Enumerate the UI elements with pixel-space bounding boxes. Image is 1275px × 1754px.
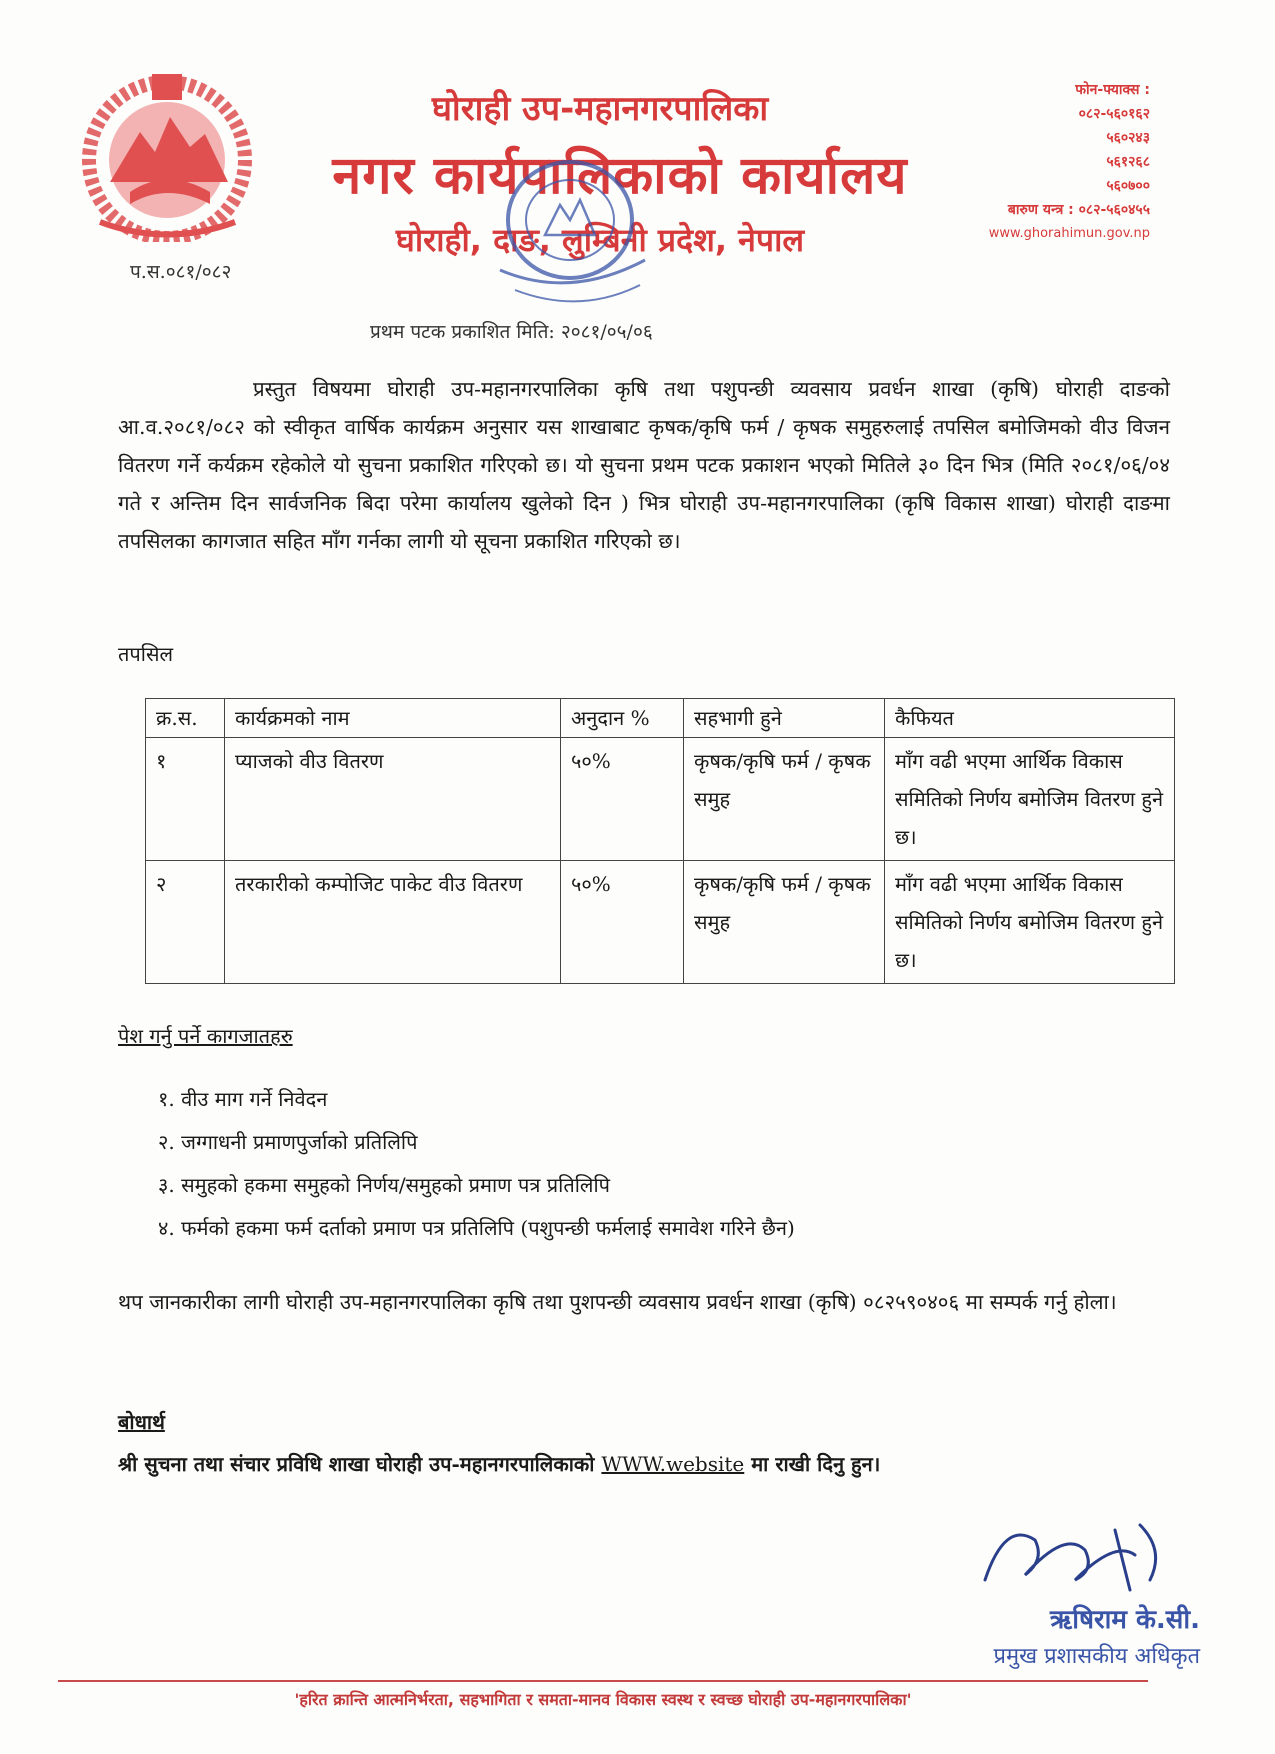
- cc-prefix: श्री सुचना तथा संचार प्रविधि शाखा घोराही उप-महानगरपालिकाको: [118, 1452, 595, 1476]
- documents-list: [158, 1078, 795, 1250]
- fire-phone: बारुण यन्त्र : ०८२-५६०४५५: [1007, 202, 1150, 218]
- contact-paragraph: थप जानकारीका लागी घोराही उप-महानगरपालिका कृषि तथा पुशपन्छी व्यवसाय प्रवर्धन शाखा (कृषि) ०८२५९०४०६ मा सम्पर्क गर्नु होला।: [118, 1290, 1117, 1314]
- reference-number: प.स.०८१/०८२: [130, 261, 232, 283]
- contact-label: फोन-फ्याक्स :: [1075, 82, 1150, 98]
- table-row: [146, 738, 1175, 861]
- cc-website-link[interactable]: WWW.website: [601, 1452, 745, 1476]
- cell-grant: ५०%: [561, 861, 684, 984]
- header-grant: अनुदान %: [561, 699, 684, 738]
- publish-date: प्रथम पटक प्रकाशित मिति: २०८१/०५/०६: [370, 321, 653, 343]
- list-item: ४. फर्मको हकमा फर्म दर्ताको प्रमाण पत्र प्रतिलिपि (पशुपन्छी फर्मलाई समावेश गरिने छैन): [158, 1216, 795, 1240]
- signer-title: प्रमुख प्रशासकीय अधिकृत: [993, 1644, 1200, 1669]
- phone-2: ५६०२४३: [1106, 130, 1150, 146]
- list-item: १. वीउ माग गर्ने निवेदन: [158, 1087, 328, 1111]
- nepal-emblem-icon: [70, 72, 265, 242]
- signer-name: ऋषिराम के.सी.: [1050, 1605, 1200, 1635]
- cell-participant: कृषक/कृषि फर्म / कृषक समुह: [684, 738, 885, 861]
- cc-text: [118, 1450, 880, 1477]
- cell-grant: ५०%: [561, 738, 684, 861]
- programme-table: [145, 698, 1175, 984]
- official-seal-stamp: [470, 150, 670, 320]
- list-item: ३. समुहको हकमा समुहको निर्णय/समुहको प्रमाण पत्र प्रतिलिपि: [158, 1173, 610, 1197]
- phone-4: ५६०७००: [1106, 178, 1150, 194]
- cc-heading: बोधार्थ: [118, 1410, 165, 1434]
- header-remark: कैफियत: [885, 699, 1175, 738]
- footer-slogan: 'हरित क्रान्ति आत्मनिर्भरता, सहभागिता र समता-मानव विकास स्वस्थ र स्वच्छ घोराही उप-महानगरपालिका': [294, 1690, 912, 1709]
- phone-3: ५६१२६८: [1106, 154, 1150, 170]
- cell-participant: कृषक/कृषि फर्म / कृषक समुह: [684, 861, 885, 984]
- office-address: घोराही, दाङ, लुम्बिनी प्रदेश, नेपाल: [395, 221, 805, 259]
- office-title: नगर कार्यपालिकाको कार्यालय: [332, 146, 908, 206]
- footer-divider: [58, 1680, 1148, 1682]
- header-name: कार्यक्रमको नाम: [225, 699, 561, 738]
- table-header-row: [146, 699, 1175, 738]
- cell-remark: माँग वढी भएमा आर्थिक विकास समितिको निर्णय बमोजिम वितरण हुने छ।: [885, 738, 1175, 861]
- header-sn: क्र.स.: [146, 699, 225, 738]
- cc-suffix: मा राखी दिनु हुन।: [751, 1452, 881, 1476]
- cell-name: तरकारीको कम्पोजिट पाकेट वीउ वितरण: [225, 861, 561, 984]
- phone-1: ०८२-५६०१६२: [1078, 106, 1150, 122]
- cell-name: प्याजको वीउ वितरण: [225, 738, 561, 861]
- tapsil-label: तपसिल: [118, 642, 174, 666]
- table-row: [146, 861, 1175, 984]
- cell-remark: माँग वढी भएमा आर्थिक विकास समितिको निर्णय बमोजिम वितरण हुने छ।: [885, 861, 1175, 984]
- cell-sn: १: [146, 738, 225, 861]
- contact-block: [980, 78, 1150, 246]
- handwritten-signature: [965, 1500, 1185, 1610]
- header-participant: सहभागी हुने: [684, 699, 885, 738]
- documents-heading: पेश गर्नु पर्ने कागजातहरु: [118, 1024, 293, 1048]
- office-name: घोराही उप-महानगरपालिका: [431, 89, 769, 129]
- website-link[interactable]: www.ghorahimun.gov.np: [988, 226, 1150, 241]
- body-paragraph: प्रस्तुत विषयमा घोराही उप-महानगरपालिका कृषि तथा पशुपन्छी व्यवसाय प्रवर्धन शाखा (कृषि) घोराही दाङको आ.व.२०८१/०८२ को स्वीकृत वार्षिक कार्यक्रम अनुसार यस शाखाबाट कृषक/कृषि फर्म / कृषक समुहरुलाई तपसिल बमोजिमको वीउ विजन वितरण गर्ने कर्यक्रम रहेकोले यो सुचना प्रकाशित गरिएको छ। यो सुचना प्रथम पटक प्रकाशन भएको मितिले ३० दिन भित्र (मिति २०८१/०६/०४ गते र अन्तिम दिन सार्वजनिक बिदा परेमा कार्यालय खुलेको दिन ) भित्र घोराही उप-महानगरपालिका (कृषि विकास शाखा) घोराही दाङमा तपसिलका कागजात सहित माँग गर्नका लागी यो सूचना प्रकाशित गरिएको छ।: [118, 377, 1170, 553]
- cell-sn: २: [146, 861, 225, 984]
- list-item: २. जग्गाधनी प्रमाणपुर्जाको प्रतिलिपि: [158, 1130, 418, 1154]
